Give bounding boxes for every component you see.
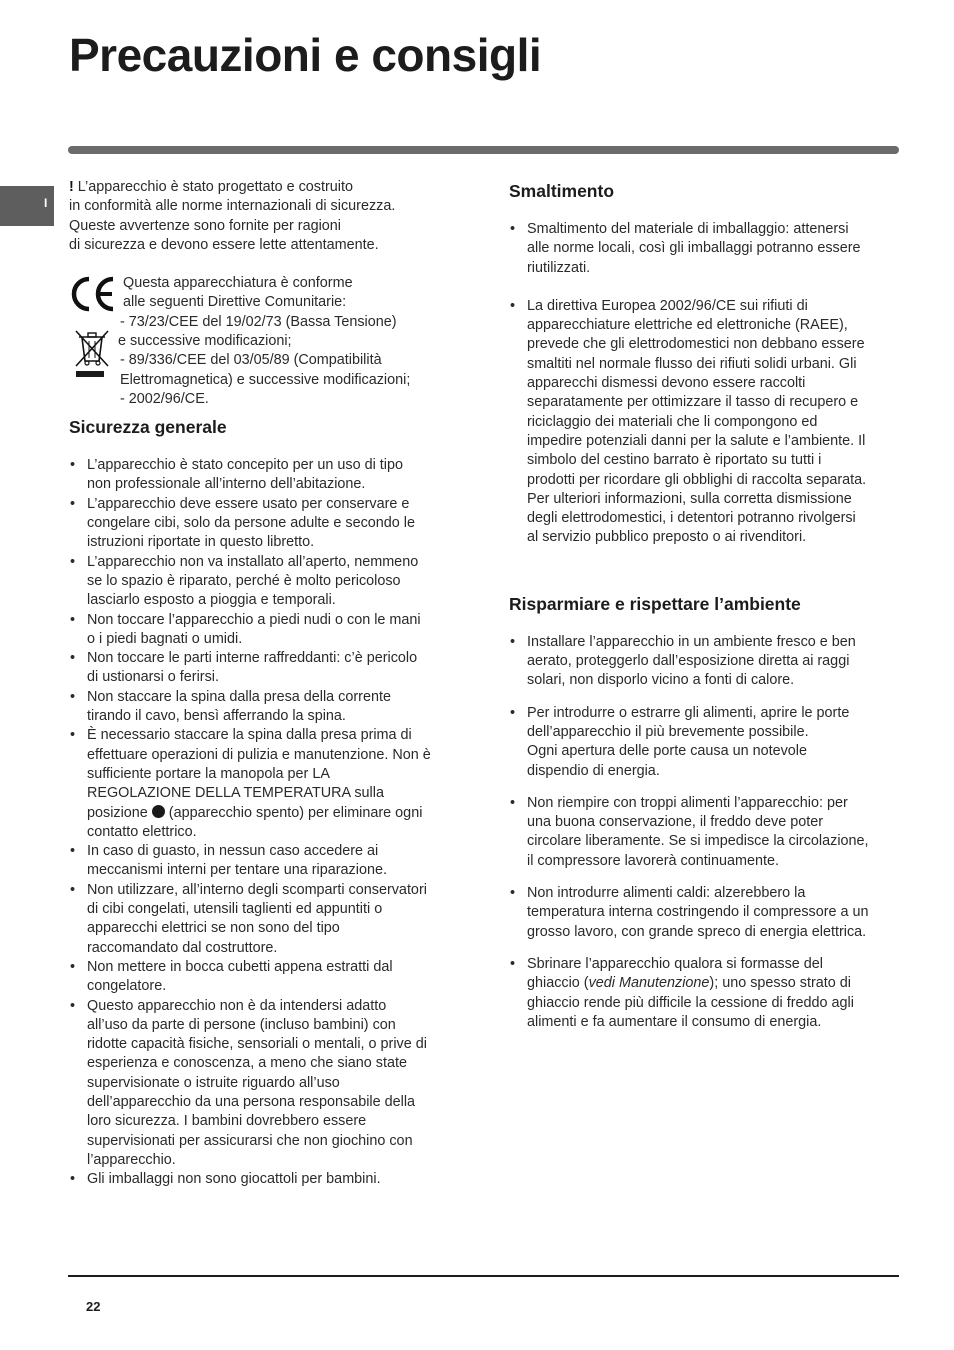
list-item-line: lasciarlo esposto a pioggia e temporali.	[87, 592, 336, 609]
list-item-line: tirando il cavo, bensì afferrando la spina.	[87, 708, 346, 725]
list-item-line: al servizio pubblico preposto o ai rivenditori.	[527, 529, 807, 546]
list-item-line: riciclaggio dei materiali che li compongono ed	[527, 413, 818, 430]
list-item-line: • Non introdurre alimenti caldi: alzerebbero la	[527, 885, 806, 902]
list-item-line: istruzioni riportate in questo libretto.	[87, 534, 315, 551]
list-item	[69, 997, 469, 1171]
list-item-line: • L’apparecchio è stato concepito per un uso di tipo	[87, 457, 404, 474]
list-item-line: • È necessario staccare la spina dalla presa prima di	[87, 727, 412, 744]
list-item-line: congelatore.	[87, 978, 167, 995]
list-item-line: riutilizzati.	[527, 259, 591, 276]
language-tab-label: I	[44, 196, 48, 210]
list-item-line: grosso lavoro, con grande spreco di energia elettrica.	[527, 923, 867, 940]
footer-rule	[68, 1275, 899, 1277]
list-item-line: separatamente per ottimizzare il tasso di recupero e	[527, 394, 859, 411]
list-item-line: • L’apparecchio deve essere usato per conservare e	[87, 495, 410, 512]
list-item-line: • Sbrinare l’apparecchio qualora si formasse del	[527, 955, 823, 972]
certification-line: Questa apparecchiatura è conforme	[123, 275, 353, 292]
list-item	[509, 704, 909, 781]
list-item-line: • Gli imballaggi non sono giocattoli per bambini.	[87, 1171, 381, 1188]
list-item-line: se lo spazio è riparato, perché è molto pericoloso	[87, 572, 401, 589]
list-item	[509, 794, 909, 871]
list-item-line: prodotti per ricordare gli obblighi di raccolta separata.	[527, 471, 867, 488]
certification-line: alle seguenti Direttive Comunitarie:	[123, 294, 347, 311]
list-item-line: esperienza e conoscenza, a meno che siano state	[87, 1055, 407, 1072]
list-item	[509, 297, 909, 548]
warning-mark: !	[69, 179, 74, 195]
list-item	[69, 649, 469, 688]
list-item-line: all’uso da parte di persone (incluso bambini) con	[87, 1016, 396, 1033]
list-item-line: temperatura interna costringendo il compressore a un	[527, 904, 869, 921]
list-item-line: di ustionarsi o ferirsi.	[87, 669, 219, 686]
list-item	[69, 881, 469, 958]
list-item	[69, 1170, 469, 1189]
list-sicurezza-generale	[69, 456, 469, 1189]
list-item	[69, 611, 469, 650]
certification-block	[69, 274, 469, 416]
list-item	[509, 220, 909, 278]
off-position-dot-icon	[152, 805, 165, 818]
list-item-line: Ogni apertura delle porte causa un notevole	[527, 743, 808, 760]
list-item-line: alimenti e fa aumentare il consumo di energia.	[527, 1013, 822, 1030]
list-risparmiare-ambiente	[509, 633, 909, 1032]
list-item-line: ridotte capacità fisiche, sensoriali o mentali, o prive di	[87, 1036, 427, 1053]
list-item-line: REGOLAZIONE DELLA TEMPERATURA sulla	[87, 785, 384, 802]
list-item-line: • Non staccare la spina dalla presa della corrente	[87, 688, 391, 705]
list-item-line: • Non toccare l’apparecchio a piedi nudi o con le mani	[87, 611, 421, 628]
list-item-line: Per ulteriori informazioni, sulla corretta dismissione	[527, 490, 852, 507]
certification-line: - 73/23/CEE del 19/02/73 (Bassa Tensione)	[120, 313, 397, 330]
list-item-line: • Non mettere in bocca cubetti appena estratti dal	[87, 958, 393, 975]
list-item-line: circolare liberamente. Se si impedisce la circolazione,	[527, 833, 869, 850]
page-title: Precauzioni e consigli	[69, 29, 542, 81]
language-tab	[0, 186, 54, 226]
left-column	[69, 178, 469, 1189]
list-item-line: aerato, proteggerlo dall’esposizione diretta ai raggi	[527, 653, 850, 670]
list-item	[69, 456, 469, 495]
list-item	[69, 842, 469, 881]
list-item-line: effettuare operazioni di pulizia e manutenzione. Non è	[87, 746, 431, 763]
list-item-line: • Questo apparecchio non è da intendersi adatto	[87, 997, 387, 1014]
list-item-line: apparecchi dismessi devono essere raccolti	[527, 375, 806, 392]
page-number: 22	[86, 1299, 101, 1314]
intro-line: di sicurezza e devono essere lette attentamente.	[69, 236, 379, 253]
list-item-line: contatto elettrico.	[87, 823, 197, 840]
certification-line: - 89/336/CEE del 03/05/89 (Compatibilità	[120, 352, 382, 369]
list-item-line: • Non toccare le parti interne raffreddanti: c’è pericolo	[87, 650, 418, 667]
intro-line: in conformità alle norme internazionali di sicurezza.	[69, 198, 396, 215]
list-item-line: • La direttiva Europea 2002/96/CE sui rifiuti di	[527, 297, 808, 314]
right-column	[509, 178, 909, 1032]
heading-risparmiare-ambiente: Risparmiare e rispettare l’ambiente	[509, 593, 801, 614]
list-smaltimento	[509, 220, 909, 548]
list-item	[69, 553, 469, 611]
list-item-line: sufficiente portare la manopola per LA	[87, 765, 330, 782]
list-item-line: alle norme locali, così gli imballaggi potranno essere	[527, 240, 861, 257]
list-item-line: • L’apparecchio non va installato all’aperto, nemmeno	[87, 553, 419, 570]
list-item-line: di cibi congelati, utensili taglienti ed appuntiti o	[87, 901, 383, 918]
list-item-line: • Installare l’apparecchio in un ambiente fresco e ben	[527, 633, 856, 650]
line-text: posizione	[87, 804, 152, 821]
list-item-line: prevede che gli elettrodomestici non debbano essere	[527, 336, 865, 353]
list-item-line: • In caso di guasto, in nessun caso accedere ai	[87, 843, 379, 860]
list-item-line: l’apparecchio.	[87, 1151, 176, 1168]
list-item	[69, 726, 469, 842]
intro-paragraph	[69, 178, 469, 255]
list-item-line: dispendio di energia.	[527, 762, 660, 779]
list-item-line: ghiaccio rende più difficile la cessione di freddo agli	[527, 994, 854, 1011]
list-item-line: supervisionati per assicurarsi che non giochino con	[87, 1132, 413, 1149]
list-item	[509, 633, 909, 691]
certification-line: - 2002/96/CE.	[120, 390, 209, 407]
list-item-line: • Non riempire con troppi alimenti l’apparecchio: per	[527, 794, 848, 811]
intro-line: Queste avvertenze sono fornite per ragioni	[69, 217, 341, 234]
list-item-line: • Smaltimento del materiale di imballaggio: attenersi	[527, 221, 849, 237]
intro-line	[69, 178, 469, 197]
heading-smaltimento: Smaltimento	[509, 181, 615, 201]
list-item-line: dell’apparecchio il più brevemente possibile.	[527, 723, 809, 740]
list-item-line: o i piedi bagnati o umidi.	[87, 630, 243, 647]
list-item-line: meccanismi interni per tentare una riparazione.	[87, 862, 387, 879]
list-item	[509, 884, 909, 942]
list-item-line	[527, 974, 909, 993]
crossed-bin-weee-icon	[73, 328, 111, 368]
list-item-line: il compressore lavorerà continuamente.	[527, 852, 779, 869]
list-item-line: smaltiti nel normale flusso dei rifiuti solidi urbani. Gli	[527, 355, 857, 372]
cross-reference: vedi Manutenzione	[588, 975, 710, 992]
list-item-line: dell’apparecchio da una persona responsabile della	[87, 1093, 416, 1110]
list-item-line: solari, non disporlo vicino a fonti di calore.	[527, 672, 795, 689]
certification-symbols	[69, 274, 117, 377]
list-item-line: supervisionate o istruite riguardo all’uso	[87, 1074, 340, 1091]
list-item	[69, 688, 469, 727]
list-item-line: congelare cibi, solo da persone adulte e secondo le	[87, 515, 416, 532]
header-rule	[68, 146, 899, 154]
list-item-line: • Non utilizzare, all’interno degli scomparti conservatori	[87, 881, 427, 898]
certification-line: e successive modificazioni;	[118, 333, 292, 350]
list-item-line: non professionale all’interno dell’abitazione.	[87, 476, 366, 493]
weee-underline-bar	[76, 371, 104, 377]
list-item-line: apparecchiature elettriche ed elettroniche (RAEE),	[527, 317, 848, 334]
list-item	[509, 955, 909, 1032]
certification-text	[120, 274, 410, 409]
intro-text: L’apparecchio è stato progettato e costruito	[73, 179, 353, 195]
list-item-line: simbolo del cestino barrato è riportato su tutti i	[527, 452, 822, 469]
line-text: ghiaccio (	[527, 975, 589, 992]
list-item-line: apparecchi elettrici se non sono del tipo	[87, 920, 340, 937]
list-item	[69, 495, 469, 553]
ce-mark-icon	[69, 274, 117, 314]
list-item-line: impedire potenziali danni per la salute e l’ambiente. Il	[527, 432, 866, 449]
line-text: ); uno spesso strato di	[709, 975, 851, 992]
list-item	[69, 958, 469, 997]
list-item-line: una buona conservazione, il freddo deve poter	[527, 814, 824, 831]
certification-line: Elettromagnetica) e successive modificazioni;	[120, 371, 411, 388]
line-text: (apparecchio spento) per eliminare ogni	[164, 804, 423, 821]
list-item-line: loro sicurezza. I bambini dovrebbero essere	[87, 1113, 367, 1130]
list-item-line: degli elettrodomestici, i detentori potranno rivolgersi	[527, 510, 856, 527]
list-item-line: • Per introdurre o estrarre gli alimenti, aprire le porte	[527, 704, 850, 721]
list-item-line	[87, 804, 469, 823]
list-item-line: raccomandato dal costruttore.	[87, 939, 278, 956]
heading-sicurezza-generale: Sicurezza generale	[69, 417, 227, 438]
